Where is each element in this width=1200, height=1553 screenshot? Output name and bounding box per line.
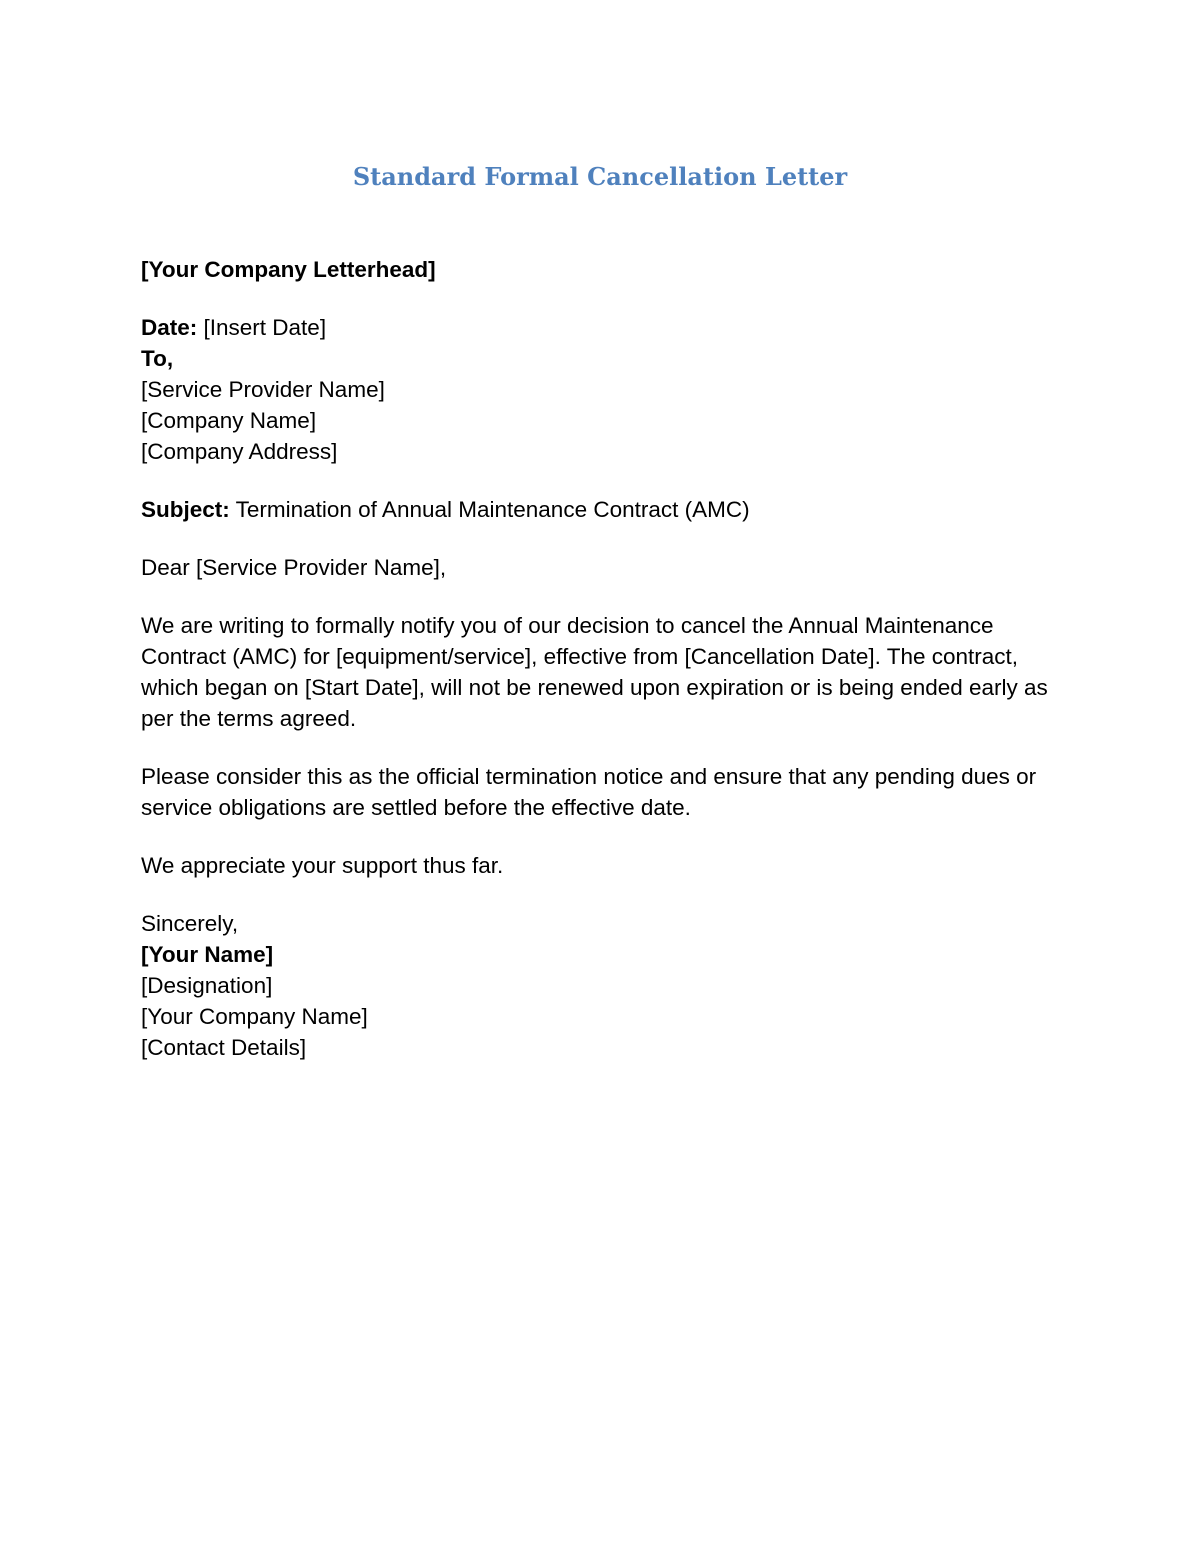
letterhead: [Your Company Letterhead] [141, 257, 436, 282]
subject-block [141, 494, 1061, 525]
subject-value: Termination of Annual Maintenance Contract (AMC) [229, 497, 750, 522]
subject-label: Subject: [141, 497, 230, 522]
subject-line [141, 494, 1061, 525]
body-paragraph-2-text: Please consider this as the official termination notice and ensure that any pending dues or service obligations are settled before the effective date. [141, 764, 1037, 820]
body-paragraph-3-text: We appreciate your support thus far. [141, 853, 504, 878]
valediction: Sincerely, [141, 911, 239, 936]
salutation: Dear [Service Provider Name], [141, 555, 447, 580]
sender-designation: [Designation] [141, 973, 273, 998]
sender-company: [Your Company Name] [141, 1004, 368, 1029]
body-paragraph-2 [141, 761, 1061, 823]
letter-content [141, 254, 1061, 1090]
recipient-address: [Company Address] [141, 439, 338, 464]
body-paragraph-1 [141, 610, 1061, 734]
document-title: Standard Formal Cancellation Letter [352, 162, 848, 191]
letterhead-block [141, 254, 1061, 285]
date-label: Date: [141, 315, 198, 340]
body-paragraph-3 [141, 850, 1061, 881]
date-line [141, 312, 1061, 343]
closing-block [141, 908, 1061, 1063]
salutation-block [141, 552, 1061, 583]
body-paragraph-1-text: We are writing to formally notify you of our decision to cancel the Annual Maintenance Contract (AMC) for [equipment/service], effective from [Cancellation Date]. The contract, which began on [Start Date], will not be renewed upon expiration or is being ended early as per the terms agreed. [141, 613, 1048, 731]
sender-contact: [Contact Details] [141, 1035, 307, 1060]
to-label: To, [141, 346, 174, 371]
sender-name: [Your Name] [141, 942, 274, 967]
recipient-company: [Company Name] [141, 408, 317, 433]
address-block [141, 312, 1061, 467]
date-value: [Insert Date] [197, 315, 327, 340]
recipient-name: [Service Provider Name] [141, 377, 385, 402]
